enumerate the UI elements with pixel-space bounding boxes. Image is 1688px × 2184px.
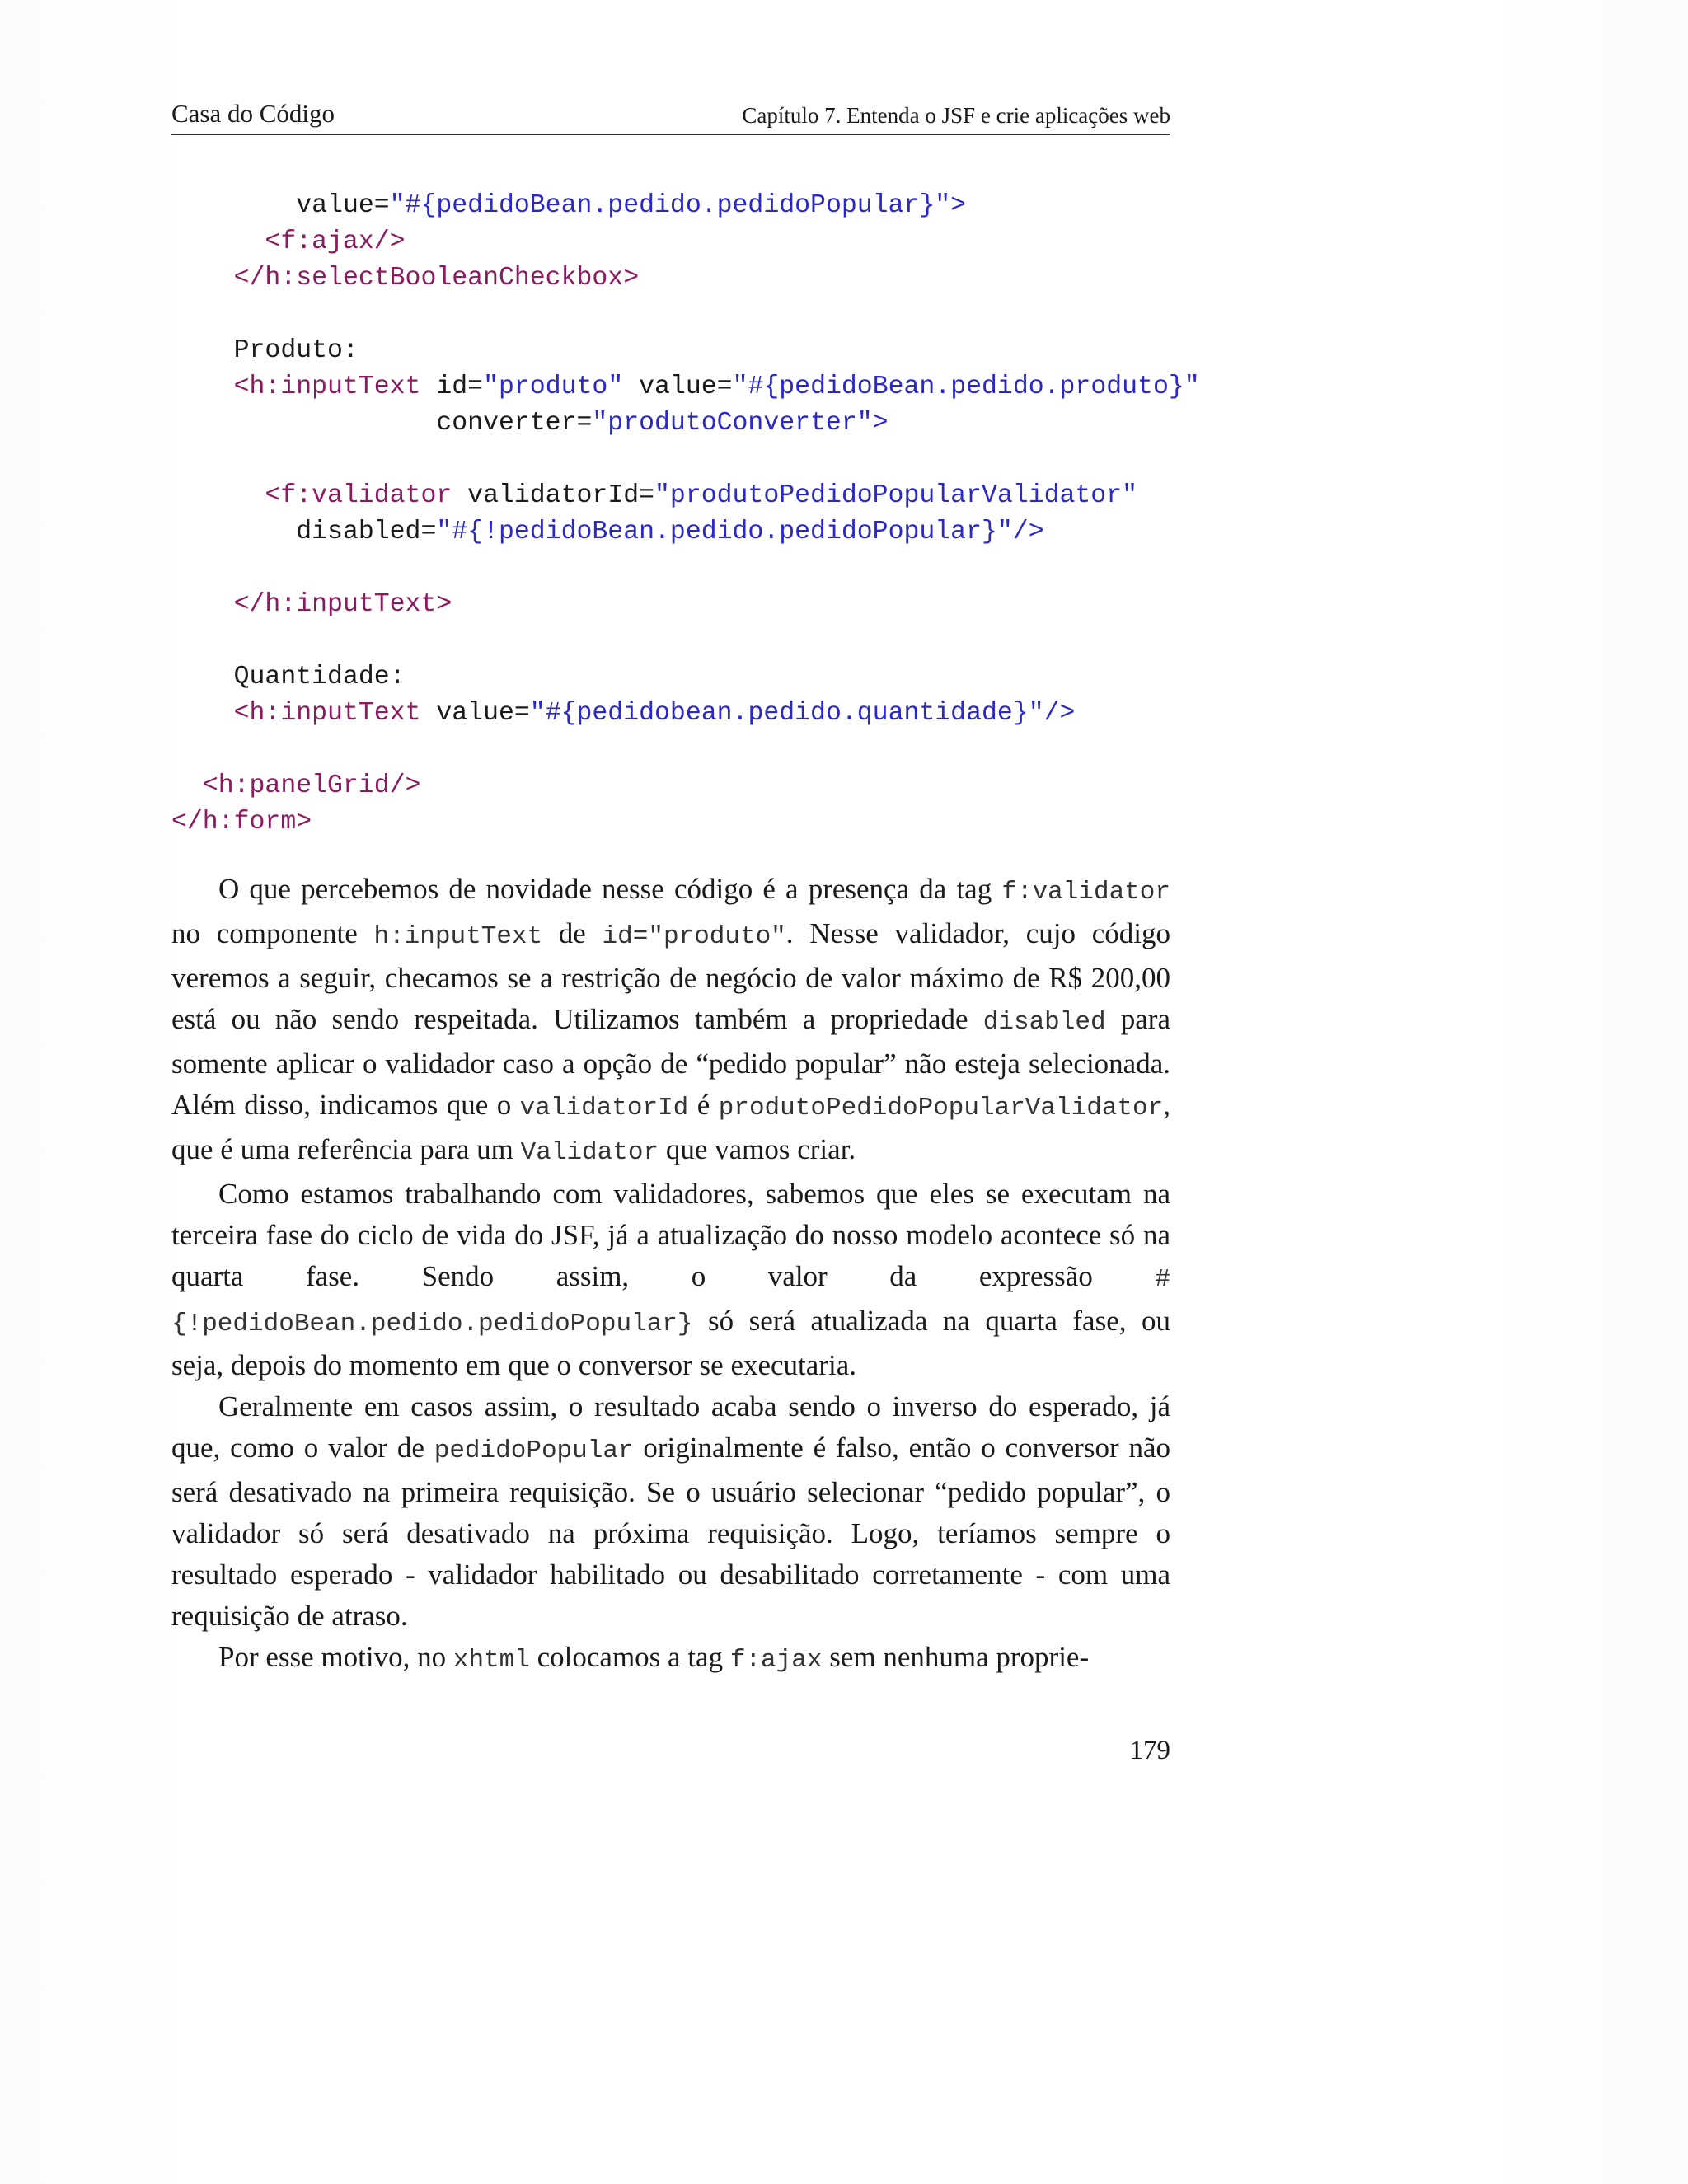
- text-run: no componente: [171, 917, 374, 949]
- text-run: . Nesse validador, cujo código veremos a seguir, checamos se a restrição de negócio de valor máximo de R$ 200,00 está ou não sendo respeitada. Utilizamos também a propriedade: [171, 917, 1170, 1035]
- text-run: que vamos criar.: [659, 1133, 856, 1165]
- code-tag: </h:selectBooleanCheckbox>: [233, 264, 640, 293]
- code-line: [171, 333, 1243, 369]
- paragraph: [171, 1386, 1170, 1637]
- code-string: "produtoPedidoPopularValidator": [654, 481, 1138, 510]
- code-string: "#{pedidobean.pedido.quantidade}": [529, 699, 1044, 728]
- running-header: [171, 97, 1170, 135]
- text-run: de: [542, 917, 603, 949]
- code-line: [171, 442, 1243, 478]
- code-string: "#{!pedidoBean.pedido.pedidoPopular}": [436, 518, 1013, 546]
- inline-code: produtoPedidoPopularValidator: [718, 1094, 1164, 1122]
- paragraph: [171, 1174, 1170, 1386]
- inline-code: xhtml: [452, 1646, 530, 1675]
- text-run: para somente aplicar o validador caso a opção de “pedido popular” não esteja selecionada. Além disso, indicamos que o: [171, 1003, 1170, 1121]
- code-string: "#{pedidoBean.pedido.pedidoPopular}": [389, 191, 951, 220]
- code-string: "#{pedidoBean.pedido.produto}": [732, 373, 1200, 401]
- code-punct: >: [950, 191, 967, 220]
- text-run: é: [688, 1089, 719, 1121]
- code-line: [171, 260, 1243, 297]
- inline-code: f:ajax: [729, 1646, 823, 1675]
- inline-code: validatorId: [519, 1094, 689, 1122]
- code-line: [171, 188, 1243, 224]
- inline-code: Validator: [520, 1138, 659, 1167]
- text-run: O que percebemos de novidade nesse código é a presença da tag: [218, 873, 1002, 905]
- code-attr: value=: [296, 191, 390, 220]
- code-tag: </h:inputText>: [233, 590, 452, 619]
- code-attr: disabled=: [296, 518, 437, 546]
- text-run: colocamos a tag: [529, 1641, 730, 1673]
- code-line: [171, 405, 1243, 442]
- paragraph: [171, 1637, 1170, 1681]
- code-attr: converter=: [436, 409, 593, 438]
- code-attr: value=: [420, 699, 530, 728]
- code-line: [171, 369, 1243, 405]
- text-run: sem nenhuma proprie-: [822, 1641, 1090, 1673]
- code-tag: <h:inputText: [233, 699, 421, 728]
- inline-code: id="produto": [602, 922, 786, 951]
- code-line: [171, 551, 1243, 587]
- code-attr: validatorId=: [452, 481, 655, 510]
- code-line: [171, 587, 1243, 623]
- code-line: [171, 768, 1243, 804]
- code-string: "produtoConverter": [592, 409, 873, 438]
- code-line: [171, 514, 1243, 551]
- inline-code: pedidoPopular: [434, 1436, 634, 1465]
- paragraph: [171, 869, 1170, 1174]
- code-listing: [171, 188, 1243, 841]
- code-line: [171, 804, 1243, 841]
- code-line: [171, 623, 1243, 659]
- code-tag: <f:validator: [265, 481, 452, 510]
- code-line: [171, 224, 1243, 260]
- page-number: 179: [1129, 1736, 1170, 1765]
- text-run: , que é uma referência para um: [171, 1089, 1170, 1165]
- inline-code: disabled: [982, 1008, 1106, 1037]
- body-text: [171, 869, 1170, 1681]
- code-tag: <f:ajax/>: [265, 227, 406, 256]
- inline-code: h:inputText: [373, 922, 543, 951]
- text-run: Por esse motivo, no: [218, 1641, 453, 1673]
- text-run: Geralmente em casos assim, o resultado acaba sendo o inverso do esperado, já que, como o valor de: [171, 1390, 1170, 1464]
- code-text: Produto:: [233, 336, 359, 365]
- code-tag: </h:form>: [171, 808, 312, 837]
- code-line: [171, 732, 1243, 768]
- code-line: [171, 696, 1243, 732]
- code-punct: >: [872, 409, 889, 438]
- code-line: [171, 297, 1243, 333]
- code-string: "produto": [483, 373, 624, 401]
- book-title: Casa do Código: [171, 99, 335, 128]
- inline-code: f:validator: [1001, 878, 1170, 907]
- code-line: [171, 478, 1243, 514]
- code-punct: />: [1012, 518, 1044, 546]
- code-attr: value=: [623, 373, 733, 401]
- code-tag: <h:panelGrid/>: [202, 771, 421, 800]
- text-run: Como estamos trabalhando com validadores, sabemos que eles se executam na terceira fase do ciclo de vida do JSF, já a atualização do nosso modelo acontece só na quarta fase. Sendo assim, o valor da expressão: [171, 1178, 1170, 1292]
- text-run: só será atualizada na quarta fase, ou seja, depois do momento em que o conversor se executaria.: [171, 1305, 1170, 1381]
- code-text: Quantidade:: [233, 663, 406, 691]
- code-attr: id=: [420, 373, 484, 401]
- code-tag: <h:inputText: [233, 373, 421, 401]
- chapter-title: Capítulo 7. Entenda o JSF e crie aplicações web: [742, 103, 1170, 128]
- code-line: [171, 659, 1243, 696]
- inline-code: #{!pedidoBean.pedido.pedidoPopular}: [171, 1265, 1170, 1338]
- code-punct: />: [1043, 699, 1076, 728]
- text-run: originalmente é falso, então o conversor não será desativado na primeira requisição. Se o usuário selecionar “pedido popular”, o validador só será desativado na próxima requisição. Logo, teríamos sempre o resultado esperado - validador habilitado ou desabilitado corretamente - com uma requisição de atraso.: [171, 1432, 1170, 1632]
